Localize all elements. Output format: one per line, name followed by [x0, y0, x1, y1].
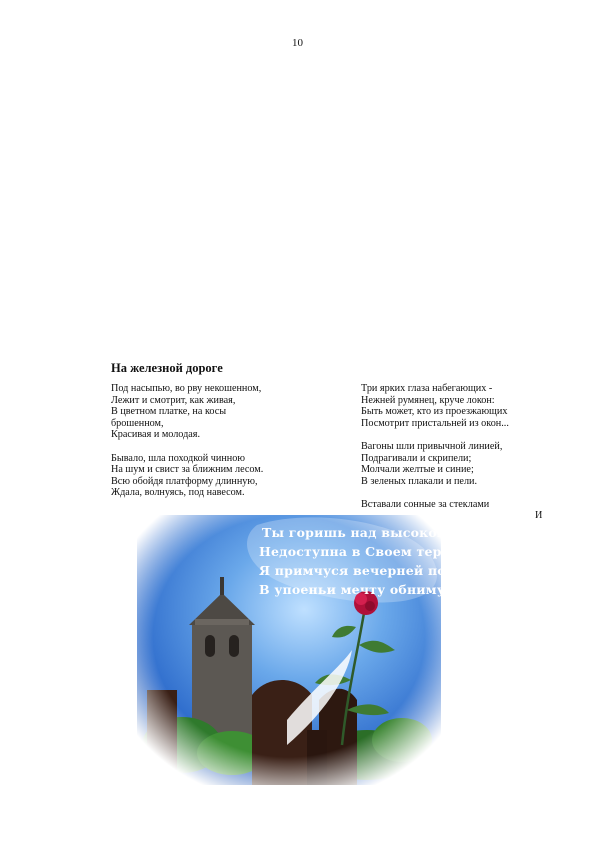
stanza — [111, 453, 321, 499]
stanza — [361, 441, 561, 487]
poem-line: Подрагивали и скрипели; — [361, 452, 472, 464]
picture-verse-line: В упоеньи мечту обниму. — [259, 582, 450, 597]
poem-line: Быть может, кто из проезжающих — [361, 406, 508, 418]
stanza — [361, 499, 561, 511]
poem-line: Красивая и молодая. — [111, 429, 201, 441]
stanza — [111, 383, 321, 441]
poem-line: На шум и свист за ближним лесом. — [111, 464, 264, 476]
poem-line: брошенном, — [111, 417, 164, 429]
poem-line: Всю обойдя платформу длинную, — [111, 475, 258, 487]
poem-line: Молчали желтые и синие; — [361, 464, 474, 476]
poem-line: Бывало, шла походкой чинною — [111, 452, 245, 464]
poem-line: Ждала, волнуясь, под навесом. — [111, 487, 245, 499]
poem-line: Лежит и смотрит, как живая, — [111, 394, 236, 406]
poem-line: Посмотрит пристальней из окон... — [361, 417, 509, 429]
poem-line: Три ярких глаза набегающих - — [361, 383, 493, 394]
illustration-svg — [137, 515, 503, 785]
poem-line: Нежней румянец, круче локон: — [361, 394, 495, 406]
picture-verse-line: Ты горишь над высокой горою, — [262, 525, 503, 540]
page-number: 10 — [292, 37, 303, 49]
poem-line: Под насыпью, во рву некошенном, — [111, 383, 262, 394]
poem-line: Вагоны шли привычной линией, — [361, 440, 503, 452]
picture-verse-line: Я примчуся вечерней порою, — [259, 563, 481, 578]
picture-verse-line: Недоступна в Своем терему. — [259, 544, 474, 559]
poem-line: В цветном платке, на косы — [111, 406, 227, 418]
stray-letter: И — [535, 510, 543, 521]
poem-left-column — [111, 383, 321, 511]
poem-right-column — [361, 383, 561, 522]
poem-title: На железной дороге — [111, 361, 223, 375]
illustration-church-rose — [137, 515, 503, 785]
poem-line: В зеленых плакали и пели. — [361, 475, 478, 487]
stanza — [361, 383, 561, 429]
poem-line: Вставали сонные за стеклами — [361, 498, 490, 510]
